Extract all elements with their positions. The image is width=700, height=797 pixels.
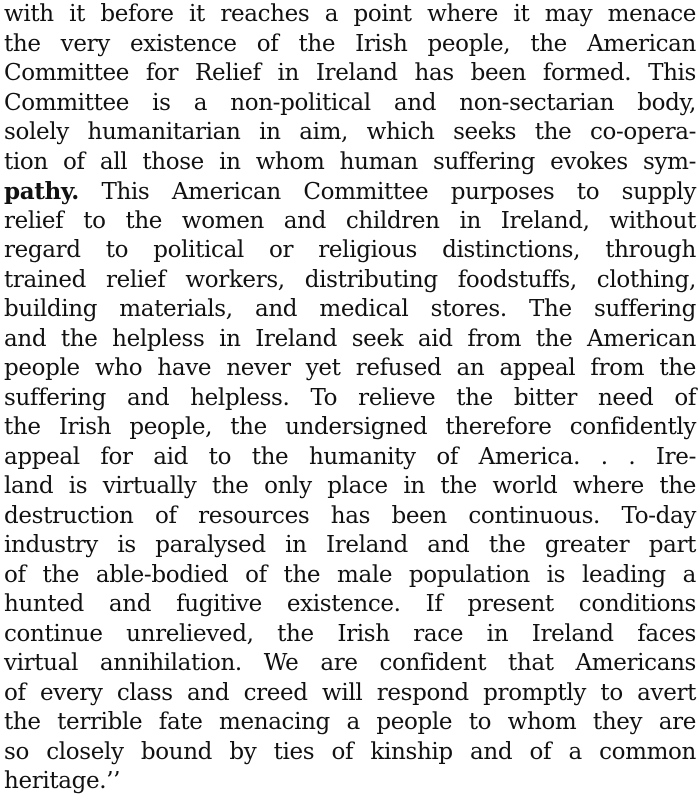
text-line: suffering and helpless. To relieve the bitter need of: [4, 384, 696, 411]
text-line: of the able-bodied of the male population is leading a: [4, 561, 696, 588]
text-line: appeal for aid to the humanity of America. . . Ire-: [4, 443, 696, 470]
text-line: of every class and creed will respond promptly to avert: [4, 679, 696, 706]
text-line: destruction of resources has been continuous. To-day: [4, 502, 696, 529]
text-line: land is virtually the only place in the world where the: [4, 473, 696, 499]
text-line: regard to political or religious distinctions, through: [4, 237, 696, 263]
text-line: solely humanitarian in aim, which seeks the co-opera-: [4, 119, 696, 145]
text-line: so closely bound by ties of kinship and of a common: [4, 738, 696, 765]
text-line: heritage.’’: [4, 768, 121, 794]
text-line: building materials, and medical stores. The suffering: [4, 296, 696, 322]
text-line: and the helpless in Ireland seek aid from the American: [4, 325, 696, 352]
text-line: the terrible fate menacing a people to whom they are: [4, 709, 696, 735]
text-line: hunted and fugitive existence. If present conditions: [4, 591, 696, 617]
text-line: trained relief workers, distributing foodstuffs, clothing,: [4, 266, 696, 293]
text-line: industry is paralysed in Ireland and the greater part: [4, 532, 696, 558]
text-line: [4, 177, 696, 207]
text-line: Committee for Relief in Ireland has been formed. This: [4, 60, 696, 86]
text-line: the Irish people, the undersigned therefore confidently: [4, 414, 696, 440]
text-span: This American Committee purposes to supply: [78, 179, 696, 205]
text-line: relief to the women and children in Ireland, without: [4, 207, 696, 234]
text-line: continue unrelieved, the Irish race in Ireland faces: [4, 620, 696, 647]
text-line: people who have never yet refused an appeal from the: [4, 355, 696, 381]
text-line: the very existence of the Irish people, the American: [4, 30, 696, 57]
text-line: tion of all those in whom human suffering evokes sym-: [4, 148, 696, 175]
document-page: [4, 0, 696, 797]
text-line: with it before it reaches a point where it may menace: [4, 1, 696, 27]
bold-word: pathy.: [4, 178, 79, 205]
text-line: virtual annihilation. We are confident that Americans: [4, 650, 696, 676]
text-line: Committee is a non-political and non-sectarian body,: [4, 89, 696, 116]
